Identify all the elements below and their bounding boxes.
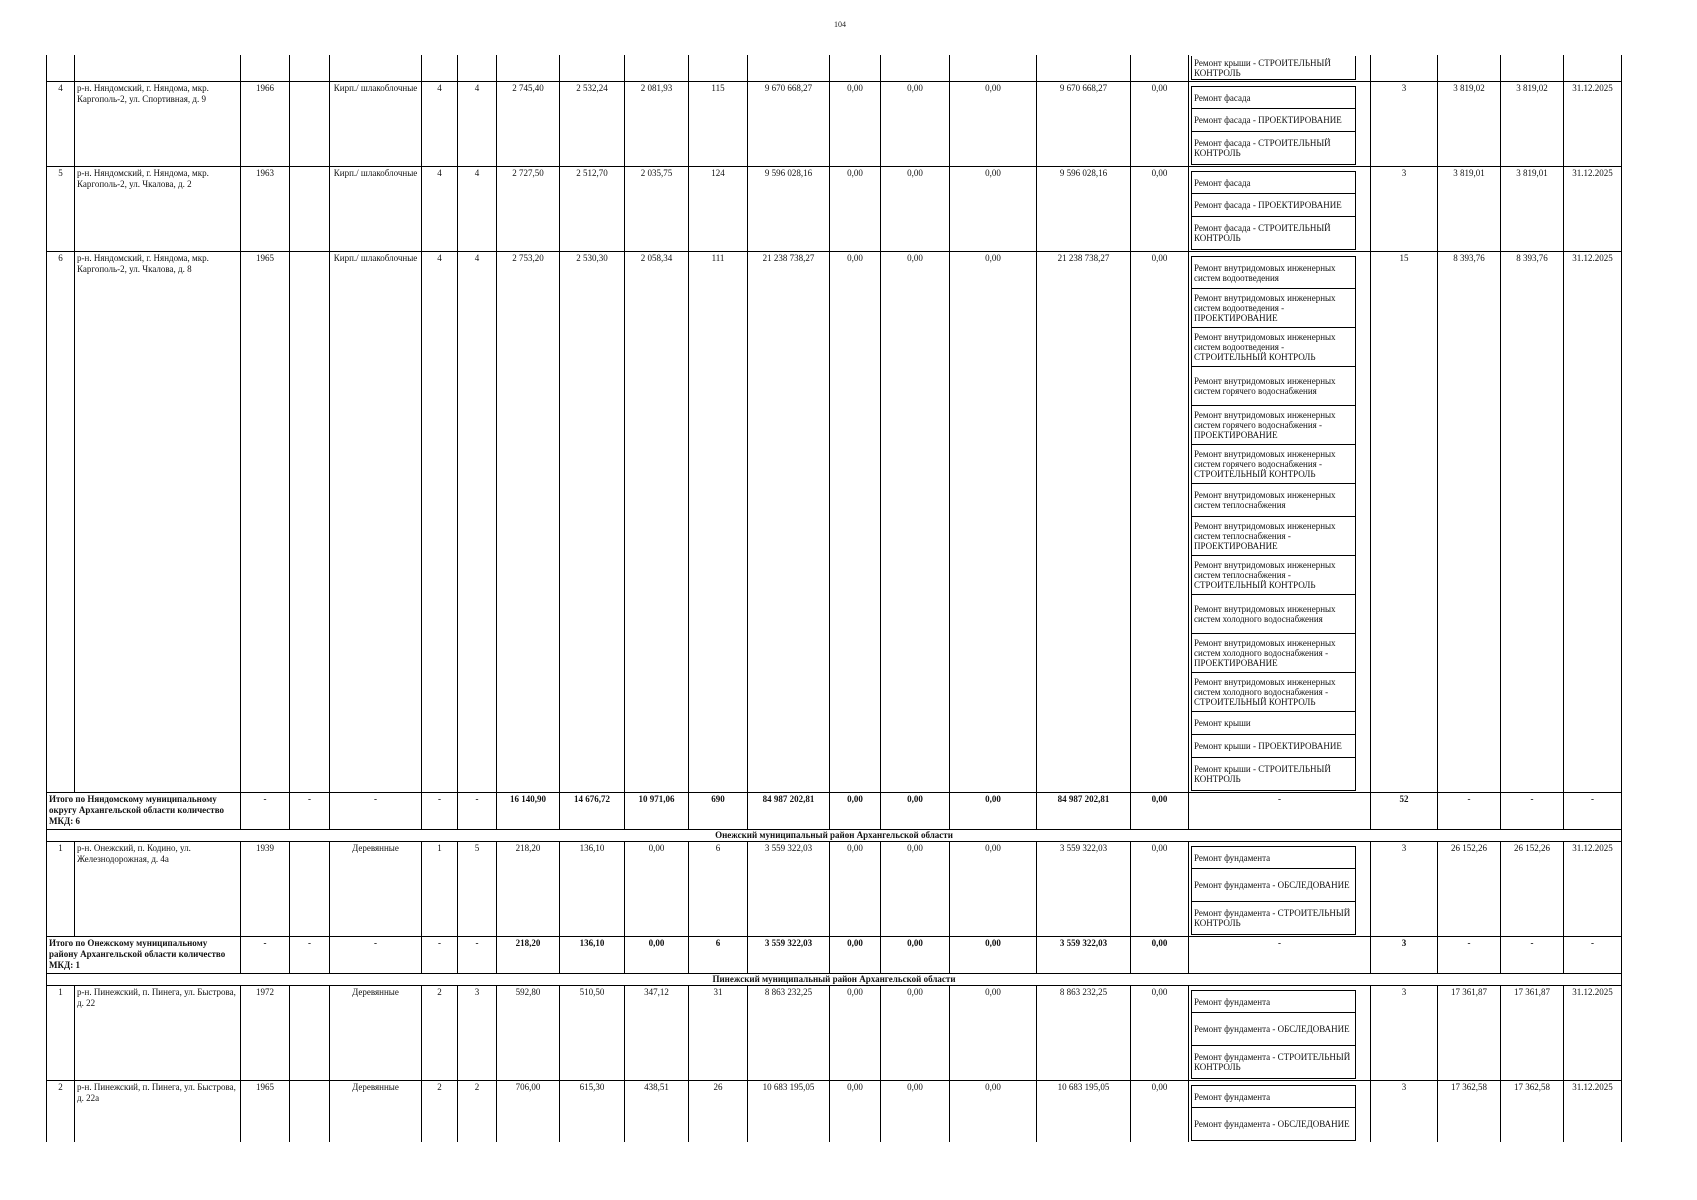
total-cost-other: 0,00 [1131,937,1189,974]
cost-other: 0,00 [1131,1081,1189,1143]
dash-cell: - [422,793,458,830]
area-total: 218,20 [497,842,560,937]
work-list-cell [1189,82,1371,167]
empty-cell [290,55,330,82]
work-count: 3 [1371,167,1438,252]
total-area-rooms: 136,10 [560,937,625,974]
unit-cost: 17 361,87 [1438,986,1501,1081]
address: р-н. Няндомский, г. Няндома, мкр. Каргополь-2, ул. Чкалова, д. 8 [75,252,241,793]
work-list [1191,86,1356,165]
address: р-н. Няндомский, г. Няндома, мкр. Каргополь-2, ул. Чкалова, д. 2 [75,167,241,252]
area-rooms: 615,30 [560,1081,625,1143]
row-number: 4 [47,82,75,167]
build-year: 1972 [241,986,290,1081]
row-number: 1 [47,986,75,1081]
cost-local: 0,00 [950,167,1037,252]
area-residential: 0,00 [625,842,689,937]
max-unit-cost: 3 819,02 [1501,82,1564,167]
dash-cell: - [1189,793,1371,830]
work-item: Ремонт крыши - ПРОЕКТИРОВАНИЕ [1192,735,1355,758]
work-count: 3 [1371,842,1438,937]
work-list [1191,171,1356,250]
residents: 111 [689,252,748,793]
deadline: 31.12.2025 [1564,167,1622,252]
empty-cell [950,55,1037,82]
unit-cost: 17 362,58 [1438,1081,1501,1143]
dash-cell: - [1438,937,1501,974]
total-area-residential: 10 971,06 [625,793,689,830]
empty-cell [625,55,689,82]
section-header: Пинежский муниципальный район Архангельской области [47,974,1622,986]
unit-cost: 3 819,02 [1438,82,1501,167]
work-item: Ремонт крыши - СТРОИТЕЛЬНЫЙ КОНТРОЛЬ [1192,758,1355,791]
floors: 1 [422,842,458,937]
residents: 31 [689,986,748,1081]
address: р-н. Няндомский, г. Няндома, мкр. Каргополь-2, ул. Спортивная, д. 9 [75,82,241,167]
cost-local: 0,00 [950,252,1037,793]
area-total: 2 745,40 [497,82,560,167]
work-item: Ремонт фасада - СТРОИТЕЛЬНЫЙ КОНТРОЛЬ [1192,217,1355,250]
dash-cell: - [290,793,330,830]
deadline: 31.12.2025 [1564,252,1622,793]
work-item: Ремонт фундамента - ОБСЛЕДОВАНИЕ [1192,1013,1355,1046]
total-cost-regional: 0,00 [881,937,950,974]
dash-cell: - [241,937,290,974]
entrances: 3 [458,986,497,1081]
residents: 115 [689,82,748,167]
work-list-cell [1189,1081,1371,1143]
cost-total: 9 670 668,27 [748,82,830,167]
work-list-cell [1189,986,1371,1081]
repair-year [290,252,330,793]
total-work-count: 52 [1371,793,1438,830]
residents: 124 [689,167,748,252]
cost-owners: 3 559 322,03 [1037,842,1131,937]
total-residents: 6 [689,937,748,974]
total-area-total: 16 140,90 [497,793,560,830]
floors: 4 [422,82,458,167]
row-number: 1 [47,842,75,937]
dash-cell: - [458,793,497,830]
cost-total: 21 238 738,27 [748,252,830,793]
dash-cell: - [290,937,330,974]
work-item: Ремонт внутридомовых инженерных систем водоотведения - СТРОИТЕЛЬНЫЙ КОНТРОЛЬ [1192,328,1355,367]
entrances: 4 [458,167,497,252]
empty-cell [497,55,560,82]
floors: 2 [422,986,458,1081]
area-total: 2 727,50 [497,167,560,252]
work-item: Ремонт фасада - ПРОЕКТИРОВАНИЕ [1192,109,1355,132]
total-cost-fund: 0,00 [830,793,881,830]
empty-cell [881,55,950,82]
empty-cell [75,55,241,82]
floors: 4 [422,252,458,793]
address: р-н. Пинежский, п. Пинега, ул. Быстрова, д. 22а [75,1081,241,1143]
entrances: 5 [458,842,497,937]
total-cost-total: 84 987 202,81 [748,793,830,830]
work-count: 3 [1371,1081,1438,1143]
build-year: 1965 [241,252,290,793]
empty-cell [458,55,497,82]
total-cost-owners: 84 987 202,81 [1037,793,1131,830]
work-list-cell [1189,55,1371,82]
total-cost-total: 3 559 322,03 [748,937,830,974]
dash-cell: - [1501,937,1564,974]
max-unit-cost: 17 362,58 [1501,1081,1564,1143]
total-area-total: 218,20 [497,937,560,974]
empty-cell [1564,55,1622,82]
total-cost-regional: 0,00 [881,793,950,830]
work-item: Ремонт внутридомовых инженерных систем теплоснабжения [1192,484,1355,517]
work-item: Ремонт внутридомовых инженерных систем теплоснабжения - СТРОИТЕЛЬНЫЙ КОНТРОЛЬ [1192,556,1355,595]
work-list-cell [1189,167,1371,252]
cost-other: 0,00 [1131,842,1189,937]
cost-fund: 0,00 [830,842,881,937]
empty-cell [1131,55,1189,82]
cost-owners: 9 670 668,27 [1037,82,1131,167]
empty-cell [748,55,830,82]
page-number: 104 [834,20,846,29]
deadline: 31.12.2025 [1564,986,1622,1081]
area-rooms: 510,50 [560,986,625,1081]
area-residential: 438,51 [625,1081,689,1143]
cost-regional: 0,00 [881,842,950,937]
address: р-н. Пинежский, п. Пинега, ул. Быстрова, д. 22 [75,986,241,1081]
wall-material: Кирп./ шлакоблочные [330,167,422,252]
work-item: Ремонт внутридомовых инженерных систем холодного водоснабжения - СТРОИТЕЛЬНЫЙ КОНТРОЛЬ [1192,673,1355,712]
empty-cell [689,55,748,82]
max-unit-cost: 3 819,01 [1501,167,1564,252]
cost-regional: 0,00 [881,986,950,1081]
row-number: 6 [47,252,75,793]
area-residential: 347,12 [625,986,689,1081]
wall-material: Кирп./ шлакоблочные [330,82,422,167]
area-residential: 2 081,93 [625,82,689,167]
build-year: 1965 [241,1081,290,1143]
cost-local: 0,00 [950,986,1037,1081]
cost-other: 0,00 [1131,252,1189,793]
cost-regional: 0,00 [881,82,950,167]
work-item: Ремонт внутридомовых инженерных систем водоотведения - ПРОЕКТИРОВАНИЕ [1192,289,1355,328]
repair-register-table [46,55,1622,1142]
dash-cell: - [1189,937,1371,974]
work-item: Ремонт внутридомовых инженерных систем горячего водоснабжения [1192,367,1355,406]
deadline: 31.12.2025 [1564,842,1622,937]
cost-total: 3 559 322,03 [748,842,830,937]
build-year: 1963 [241,167,290,252]
work-item: Ремонт внутридомовых инженерных систем холодного водоснабжения - ПРОЕКТИРОВАНИЕ [1192,634,1355,673]
cost-local: 0,00 [950,842,1037,937]
cost-other: 0,00 [1131,167,1189,252]
work-item: Ремонт фундамента - СТРОИТЕЛЬНЫЙ КОНТРОЛЬ [1192,1046,1355,1079]
dash-cell: - [1501,793,1564,830]
wall-material: Деревянные [330,842,422,937]
cost-fund: 0,00 [830,1081,881,1143]
residents: 26 [689,1081,748,1143]
cost-owners: 9 596 028,16 [1037,167,1131,252]
section-header: Онежский муниципальный район Архангельской области [47,830,1622,842]
empty-cell [241,55,290,82]
wall-material: Деревянные [330,986,422,1081]
dash-cell: - [458,937,497,974]
row-number: 5 [47,167,75,252]
entrances: 4 [458,252,497,793]
area-rooms: 136,10 [560,842,625,937]
work-item: Ремонт внутридомовых инженерных систем водоотведения [1192,256,1355,289]
entrances: 4 [458,82,497,167]
total-area-residential: 0,00 [625,937,689,974]
total-area-rooms: 14 676,72 [560,793,625,830]
cost-local: 0,00 [950,82,1037,167]
area-rooms: 2 512,70 [560,167,625,252]
work-list [1191,990,1356,1079]
total-work-count: 3 [1371,937,1438,974]
total-label: Итого по Няндомскому муниципальному округу Архангельской области количество МКД: 6 [47,793,241,830]
empty-cell [1438,55,1501,82]
work-item: Ремонт фундамента - СТРОИТЕЛЬНЫЙ КОНТРОЛЬ [1192,902,1355,935]
work-item: Ремонт фасада [1192,171,1355,194]
cost-regional: 0,00 [881,252,950,793]
work-list [1191,846,1356,935]
area-rooms: 2 530,30 [560,252,625,793]
cost-total: 10 683 195,05 [748,1081,830,1143]
work-item: Ремонт фасада [1192,86,1355,109]
cost-other: 0,00 [1131,82,1189,167]
area-residential: 2 058,34 [625,252,689,793]
deadline: 31.12.2025 [1564,82,1622,167]
work-item: Ремонт внутридомовых инженерных систем горячего водоснабжения - ПРОЕКТИРОВАНИЕ [1192,406,1355,445]
floors: 4 [422,167,458,252]
empty-cell [422,55,458,82]
empty-cell [1037,55,1131,82]
cost-regional: 0,00 [881,167,950,252]
build-year: 1966 [241,82,290,167]
empty-cell [830,55,881,82]
empty-cell [330,55,422,82]
work-item: Ремонт фундамента [1192,990,1355,1013]
build-year: 1939 [241,842,290,937]
work-item: Ремонт крыши [1192,712,1355,735]
cost-owners: 21 238 738,27 [1037,252,1131,793]
area-total: 706,00 [497,1081,560,1143]
dash-cell: - [1564,937,1622,974]
dash-cell: - [1438,793,1501,830]
deadline: 31.12.2025 [1564,1081,1622,1143]
repair-year [290,842,330,937]
work-item: Ремонт внутридомовых инженерных систем горячего водоснабжения - СТРОИТЕЛЬНЫЙ КОНТРОЛЬ [1192,445,1355,484]
repair-year [290,167,330,252]
cost-owners: 8 863 232,25 [1037,986,1131,1081]
cost-other: 0,00 [1131,986,1189,1081]
residents: 6 [689,842,748,937]
area-residential: 2 035,75 [625,167,689,252]
floors: 2 [422,1081,458,1143]
dash-cell: - [330,793,422,830]
area-total: 2 753,20 [497,252,560,793]
unit-cost: 8 393,76 [1438,252,1501,793]
area-rooms: 2 532,24 [560,82,625,167]
cost-total: 8 863 232,25 [748,986,830,1081]
dash-cell: - [422,937,458,974]
work-item: Ремонт внутридомовых инженерных систем теплоснабжения - ПРОЕКТИРОВАНИЕ [1192,517,1355,556]
work-item: Ремонт крыши - СТРОИТЕЛЬНЫЙ КОНТРОЛЬ [1192,56,1355,80]
repair-year [290,986,330,1081]
entrances: 2 [458,1081,497,1143]
unit-cost: 3 819,01 [1438,167,1501,252]
cost-fund: 0,00 [830,252,881,793]
total-cost-local: 0,00 [950,937,1037,974]
total-cost-local: 0,00 [950,793,1037,830]
empty-cell [560,55,625,82]
work-item: Ремонт внутридомовых инженерных систем холодного водоснабжения [1192,595,1355,634]
work-count: 3 [1371,986,1438,1081]
max-unit-cost: 17 361,87 [1501,986,1564,1081]
empty-cell [1371,55,1438,82]
work-count: 3 [1371,82,1438,167]
total-cost-other: 0,00 [1131,793,1189,830]
wall-material: Деревянные [330,1081,422,1143]
work-item: Ремонт фундамента - ОБСЛЕДОВАНИЕ [1192,869,1355,902]
work-item: Ремонт фасада - СТРОИТЕЛЬНЫЙ КОНТРОЛЬ [1192,132,1355,165]
total-residents: 690 [689,793,748,830]
work-item: Ремонт фундамента [1192,1085,1355,1108]
dash-cell: - [1564,793,1622,830]
work-item: Ремонт фундамента - ОБСЛЕДОВАНИЕ [1192,1108,1355,1141]
max-unit-cost: 26 152,26 [1501,842,1564,937]
max-unit-cost: 8 393,76 [1501,252,1564,793]
work-list [1191,56,1356,80]
repair-year [290,1081,330,1143]
cost-owners: 10 683 195,05 [1037,1081,1131,1143]
empty-cell [47,55,75,82]
wall-material: Кирп./ шлакоблочные [330,252,422,793]
empty-cell [1501,55,1564,82]
cost-local: 0,00 [950,1081,1037,1143]
cost-regional: 0,00 [881,1081,950,1143]
repair-year [290,82,330,167]
total-label: Итого по Онежскому муниципальному району Архангельской области количество МКД: 1 [47,937,241,974]
cost-total: 9 596 028,16 [748,167,830,252]
work-list [1191,256,1356,791]
work-list [1191,1085,1356,1141]
cost-fund: 0,00 [830,82,881,167]
work-list-cell [1189,252,1371,793]
row-number: 2 [47,1081,75,1143]
cost-fund: 0,00 [830,986,881,1081]
dash-cell: - [241,793,290,830]
address: р-н. Онежский, п. Кодино, ул. Железнодорожная, д. 4а [75,842,241,937]
area-total: 592,80 [497,986,560,1081]
work-item: Ремонт фасада - ПРОЕКТИРОВАНИЕ [1192,194,1355,217]
total-cost-fund: 0,00 [830,937,881,974]
work-list-cell [1189,842,1371,937]
unit-cost: 26 152,26 [1438,842,1501,937]
work-item: Ремонт фундамента [1192,846,1355,869]
cost-fund: 0,00 [830,167,881,252]
work-count: 15 [1371,252,1438,793]
dash-cell: - [330,937,422,974]
total-cost-owners: 3 559 322,03 [1037,937,1131,974]
